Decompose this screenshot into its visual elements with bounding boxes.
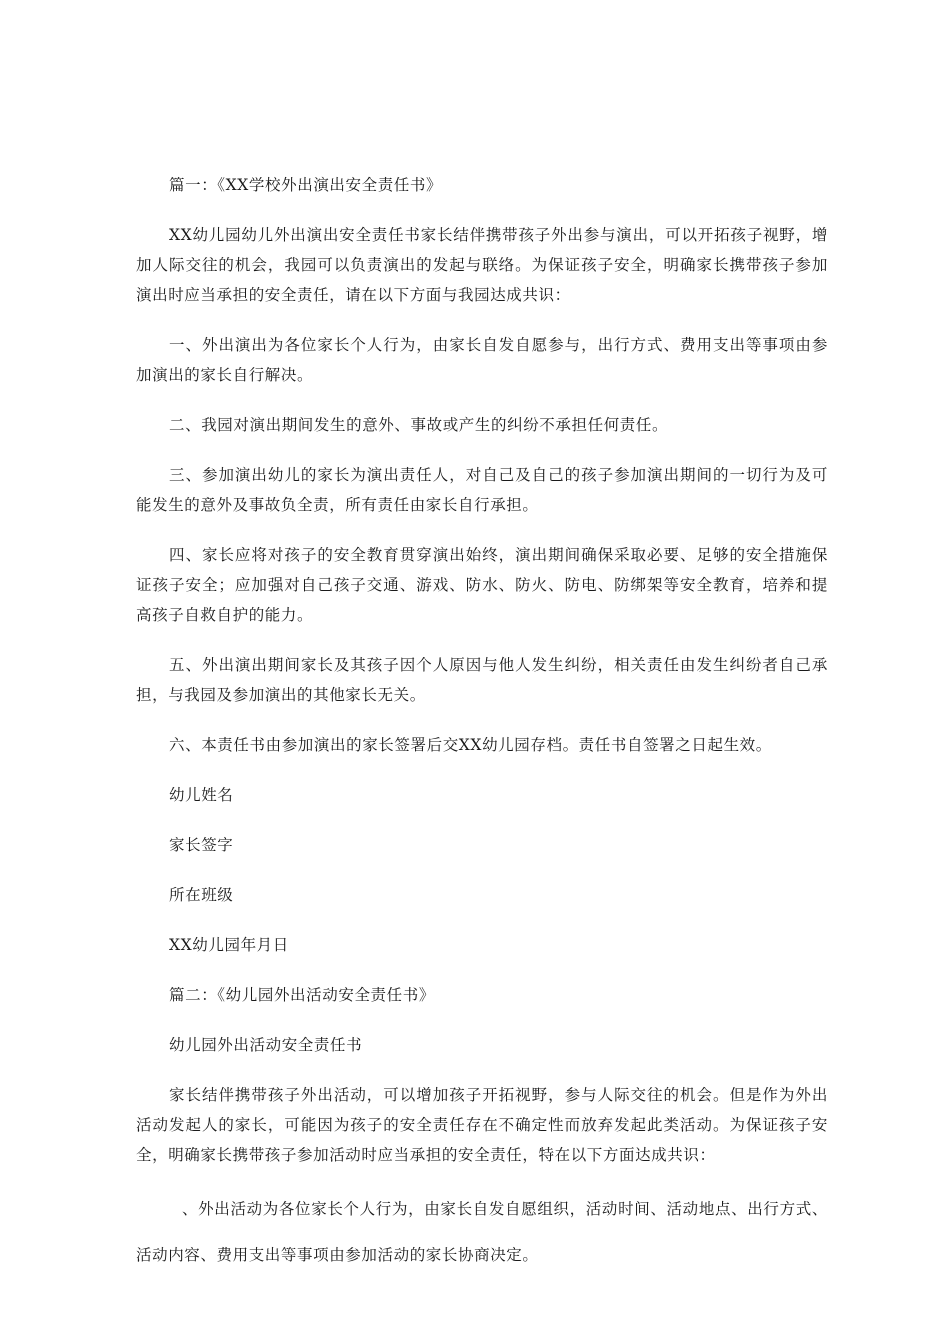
document-body — [136, 170, 828, 1278]
section-one-title: 篇一：《XX学校外出演出安全责任书》 — [169, 176, 443, 194]
clause-three: 三、参加演出幼儿的家长为演出责任人，对自己及自己的孩子参加演出期间的一切行为及可能发生的意外及事故负全责，所有责任由家长自行承担。 — [136, 466, 828, 514]
clause-five: 五、外出演出期间家长及其孩子因个人原因与他人发生纠纷，相关责任由发生纠纷者自己承担，与我园及参加演出的其他家长无关。 — [136, 656, 828, 704]
clause-six: 六、本责任书由参加演出的家长签署后交XX幼儿园存档。责任书自签署之日起生效。 — [169, 736, 772, 754]
section-two-clause-one: 、外出活动为各位家长个人行为，由家长自发自愿组织，活动时间、活动地点、出行方式、活动内容、费用支出等事项由参加活动的家长协商决定。 — [136, 1200, 828, 1264]
section-two-subtitle: 幼儿园外出活动安全责任书 — [169, 1036, 363, 1054]
section-one-intro: XX幼儿园幼儿外出演出安全责任书家长结伴携带孩子外出参与演出，可以开拓孩子视野，增加人际交往的机会，我园可以负责演出的发起与联络。为保证孩子安全，明确家长携带孩子参加演出时应当承担的安全责任，请在以下方面与我园达成共识： — [136, 226, 828, 304]
parent-signature-field: 家长签字 — [169, 836, 234, 854]
child-name-field: 幼儿姓名 — [169, 786, 234, 804]
section-two-intro: 家长结伴携带孩子外出活动，可以增加孩子开拓视野，参与人际交往的机会。但是作为外出活动发起人的家长，可能因为孩子的安全责任存在不确定性而放弃发起此类活动。为保证孩子安全，明确家长携带孩子参加活动时应当承担的安全责任，特在以下方面达成共识： — [136, 1086, 828, 1164]
class-field: 所在班级 — [169, 886, 234, 904]
date-line: XX幼儿园年月日 — [169, 936, 289, 954]
clause-four: 四、家长应将对孩子的安全教育贯穿演出始终，演出期间确保采取必要、足够的安全措施保证孩子安全；应加强对自己孩子交通、游戏、防水、防火、防电、防绑架等安全教育，培养和提高孩子自救自护的能力。 — [136, 546, 828, 624]
clause-one: 一、外出演出为各位家长个人行为，由家长自发自愿参与，出行方式、费用支出等事项由参加演出的家长自行解决。 — [136, 336, 828, 384]
clause-two: 二、我园对演出期间发生的意外、事故或产生的纠纷不承担任何责任。 — [169, 416, 669, 434]
section-two-title: 篇二：《幼儿园外出活动安全责任书》 — [169, 986, 435, 1004]
